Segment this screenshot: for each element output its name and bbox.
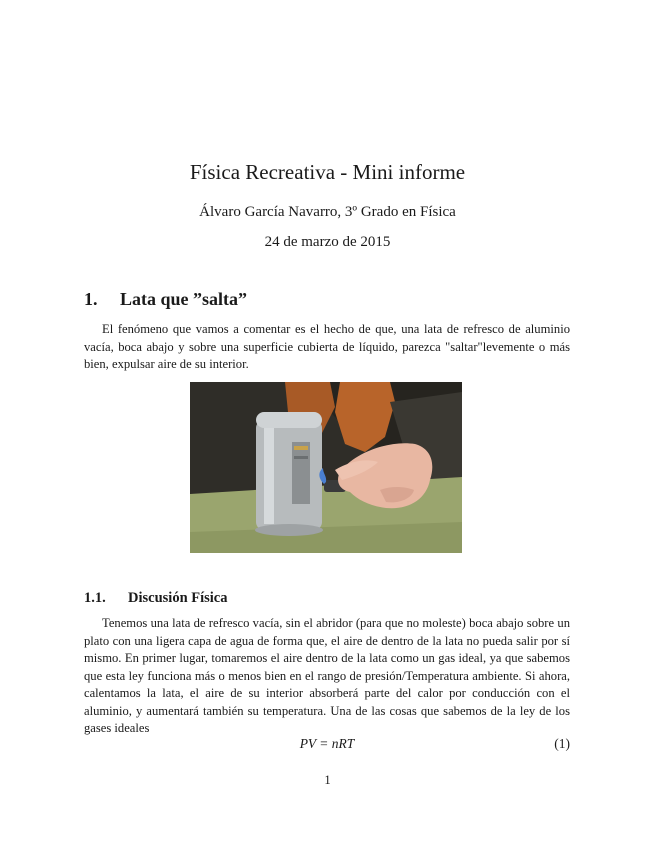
section-paragraph xyxy=(84,321,570,374)
subsection-title: Discusión Física xyxy=(128,590,228,606)
equation-line xyxy=(84,736,570,756)
equation-formula: PV = nRT xyxy=(299,736,355,751)
document-title: Física Recreativa - Mini informe xyxy=(189,160,466,184)
can-highlight xyxy=(264,428,274,524)
can-base xyxy=(255,524,323,536)
section-paragraph-text: El fenómeno que vamos a comentar es el hecho de que, una lata de refresco de aluminio vacía, boca abajo y sobre una superficie cubierta de líquido, parezca "saltar"levemente o más bien, expulsar aire de su interior. xyxy=(84,322,570,371)
experiment-photo-drawing xyxy=(190,382,462,553)
subsection-paragraph xyxy=(84,615,570,738)
can-label-stripe-2 xyxy=(294,456,308,459)
section-heading xyxy=(84,289,247,310)
experiment-photo xyxy=(190,382,462,553)
document-date: 24 de marzo de 2015 xyxy=(264,234,391,250)
subsection-heading xyxy=(84,590,228,607)
subsection-paragraph-text: Tenemos una lata de refresco vacía, sin el abridor (para que no moleste) boca abajo sobre un plato con una ligera capa de agua de forma que, el aire de dentro de la lata no pueda salir por sí mismo. En primer lugar, tomaremos el aire dentro de la lata como un gas ideal, ya que sabemos que esta ley funciona más o menos bien en el rango de presión/Temperatura ambiente. Si ahora, calentamos la lata, el aire de su interior absorberá parte del calor por conducción con el aluminio, y aumentará también su temperatura. Una de las cosas que sabemos de la ley de los gases ideales xyxy=(84,616,570,735)
section-title: Lata que ”salta” xyxy=(120,289,248,309)
page-number: 1 xyxy=(324,773,331,787)
subsection-number: 1.1. xyxy=(84,590,106,606)
can-top xyxy=(256,412,322,428)
can-label xyxy=(292,442,310,504)
can-label-stripe xyxy=(294,446,308,450)
equation-number: (1) xyxy=(554,736,570,751)
document-author: Álvaro García Navarro, 3º Grado en Física xyxy=(199,204,456,220)
section-number: 1. xyxy=(84,289,98,309)
